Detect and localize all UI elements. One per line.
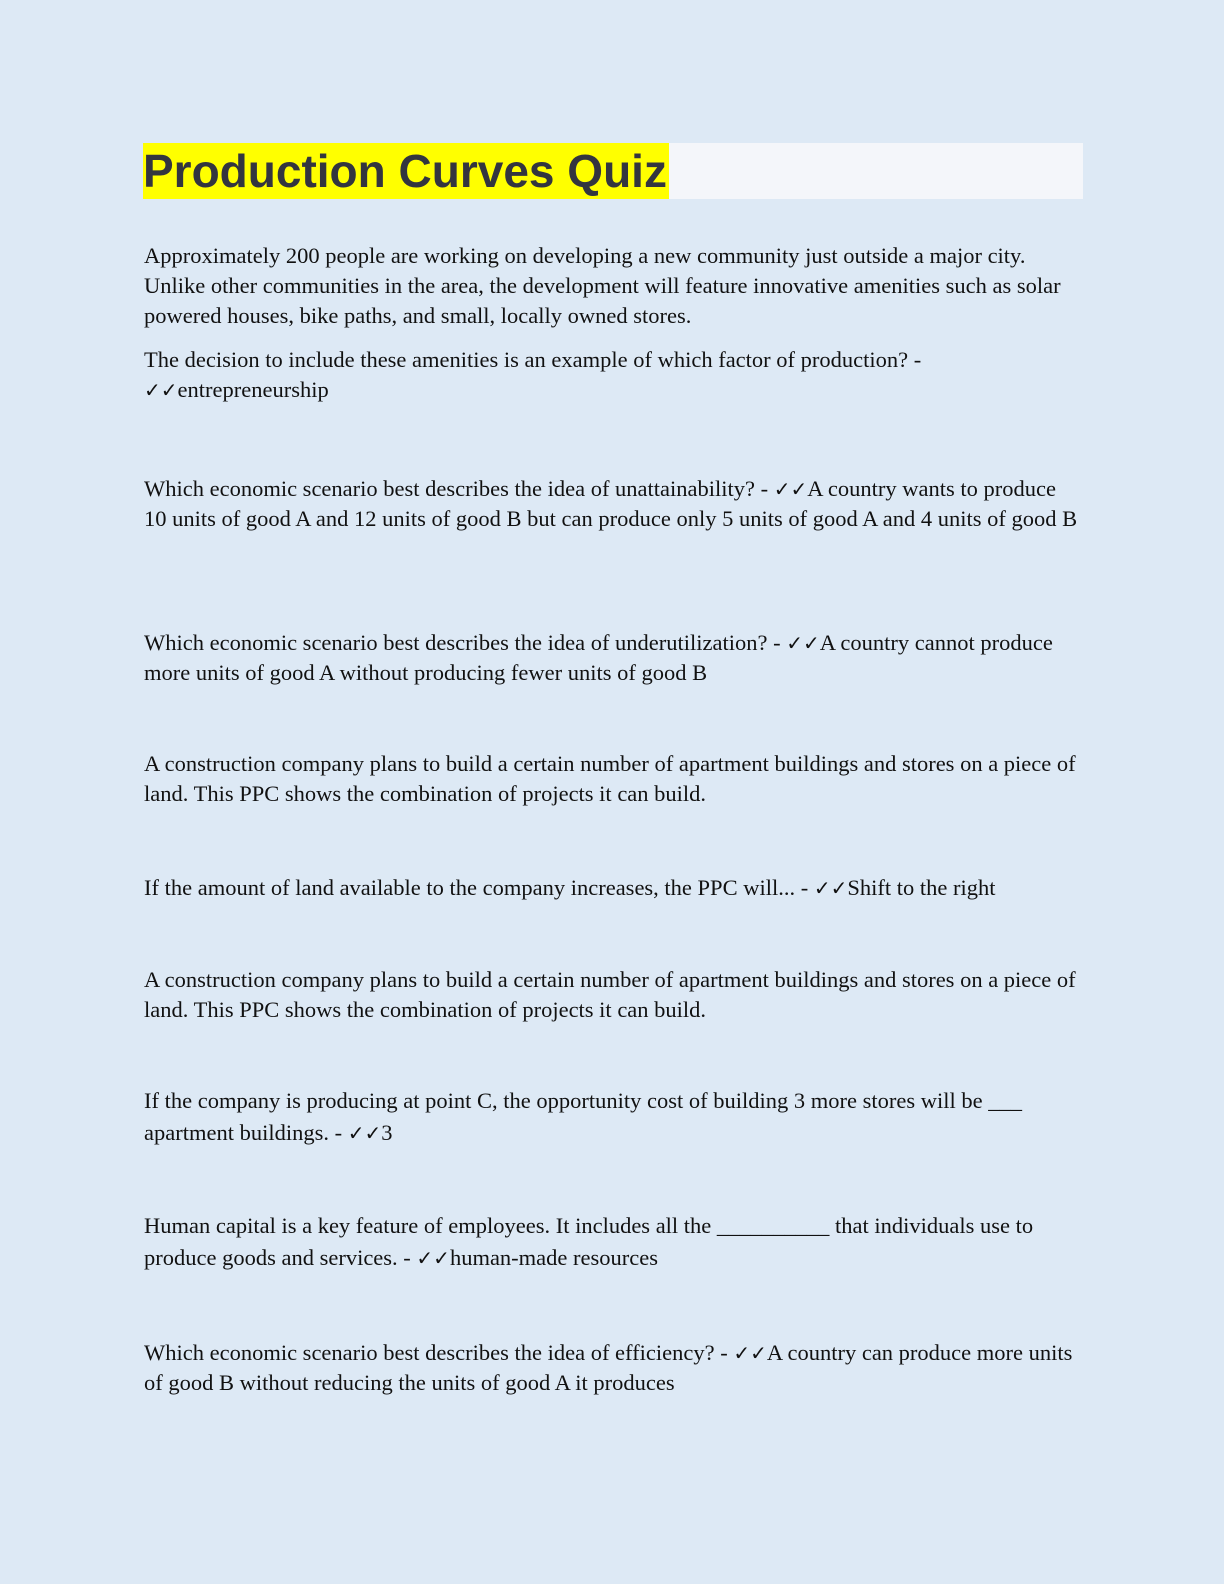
check-icon: ✓✓ <box>773 477 808 501</box>
passage-text: Approximately 200 people are working on developing a new community just outside a major city. Unlike other communities in the area, the development will feature innovative amenities such as solar powered houses, bike paths, and small, locally owned stores. <box>144 243 1061 328</box>
answer-text: A country wants to produce 10 units of good A and 12 units of good B but can produce only 5 units of good A and 4 units of good B <box>144 476 1078 531</box>
answer-text: A country can produce more units of good B without reducing the units of good A it produces <box>144 1340 1073 1395</box>
question-text: Which economic scenario best describes the idea of unattainability? - <box>144 476 769 501</box>
check-icon: ✓✓ <box>813 876 848 900</box>
answer-text: human-made resources <box>449 1245 658 1270</box>
answer-text: 3 <box>381 1120 393 1145</box>
check-icon: ✓✓ <box>416 1246 450 1270</box>
question-answer <box>144 1085 1084 1149</box>
answer-text: Shift to the right <box>847 875 996 900</box>
question-text: If the company is producing at point C, the opportunity cost of building 3 more stores will be ___ apartment buildings. - <box>144 1088 1022 1145</box>
page-title: Production Curves Quiz <box>143 145 667 197</box>
answer-text: entrepreneurship <box>177 377 329 402</box>
question-answer <box>144 345 1084 405</box>
question-answer <box>144 1210 1084 1274</box>
check-icon: ✓✓ <box>347 1121 382 1145</box>
passage <box>144 965 1084 1025</box>
question-text: The decision to include these amenities is an example of which factor of production? - <box>144 347 922 372</box>
question-text: If the amount of land available to the company increases, the PPC will... - <box>144 875 809 900</box>
question-text: Which economic scenario best describes the idea of efficiency? - <box>144 1340 728 1365</box>
check-icon: ✓✓ <box>786 631 820 655</box>
passage <box>144 241 1084 331</box>
question-answer <box>144 1338 1084 1398</box>
question-text: Which economic scenario best describes the idea of underutilization? - <box>144 630 781 655</box>
question-answer <box>144 873 1084 903</box>
question-answer <box>144 474 1084 534</box>
passage-text: A construction company plans to build a certain number of apartment buildings and stores on a piece of land. This PPC shows the combination of projects it can build. <box>144 751 1076 806</box>
passage <box>144 749 1084 809</box>
check-icon: ✓✓ <box>144 378 178 402</box>
title-bar <box>143 143 1083 199</box>
question-answer <box>144 628 1084 688</box>
question-text: Human capital is a key feature of employees. It includes all the __________ that individuals use to produce goods and services. - <box>144 1213 1034 1270</box>
passage-text: A construction company plans to build a certain number of apartment buildings and stores on a piece of land. This PPC shows the combination of projects it can build. <box>144 967 1076 1022</box>
answer-text: A country cannot produce more units of good A without producing fewer units of good B <box>144 630 1053 685</box>
check-icon: ✓✓ <box>733 1341 767 1365</box>
